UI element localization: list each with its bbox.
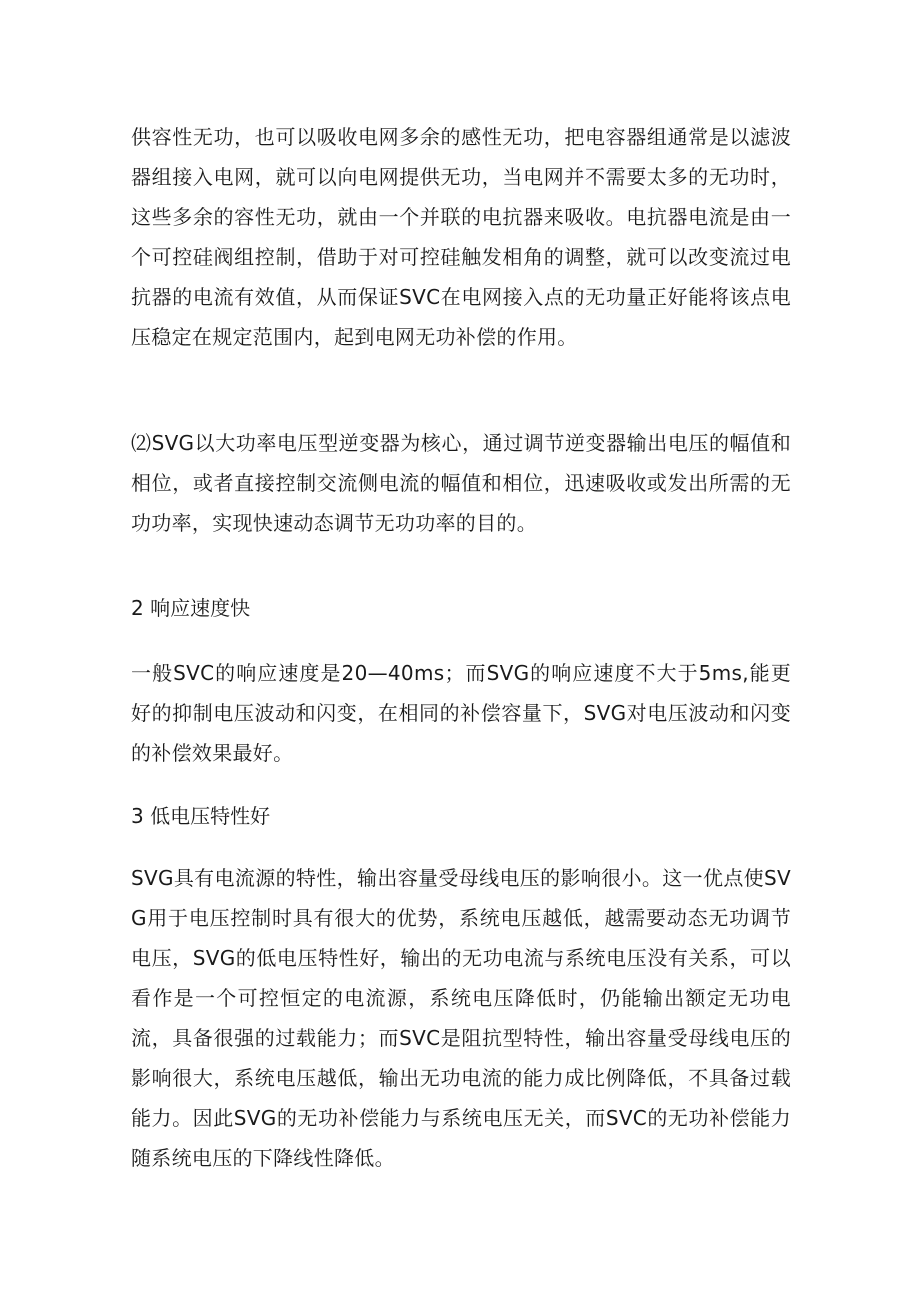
- paragraph-low-voltage: SVG具有电流源的特性，输出容量受母线电压的影响很小。这一优点使SVG用于电压控制时具有很大的优势，系统电压越低，越需要动态无功调节电压，SVG的低电压特性好，输出的无功电流与系统电压没有关系，可以看作是一个可控恒定的电流源，系统电压降低时，仍能输出额定无功电流，具备很强的过载能力；而SVC是阻抗型特性，输出容量受母线电压的影响很大，系统电压越低，输出无功电流的能力成比例降低，不具备过载能力。因此SVG的无功补偿能力与系统电压无关，而SVC的无功补偿能力随系统电压的下降线性降低。: [131, 866, 791, 1170]
- section-heading-response-speed: 2 响应速度快: [131, 596, 251, 620]
- paragraph-svc-operation: 供容性无功，也可以吸收电网多余的感性无功，把电容器组通常是以滤波器组接入电网，就可以向电网提供无功，当电网并不需要太多的无功时，这些多余的容性无功，就由一个并联的电抗器来吸收。电抗器电流是由一个可控硅阀组控制，借助于对可控硅触发相角的调整，就可以改变流过电抗器的电流有效值，从而保证SVC在电网接入点的无功量正好能将该点电压稳定在规定范围内，起到电网无功补偿的作用。: [131, 125, 791, 349]
- paragraph-response-speed: 一般SVC的响应速度是20—40ms；而SVG的响应速度不大于5ms,能更好的抑制电压波动和闪变，在相同的补偿容量下，SVG对电压波动和闪变的补偿效果最好。: [131, 661, 791, 765]
- section-heading-low-voltage: 3 低电压特性好: [131, 804, 271, 828]
- paragraph-svg-principle: ⑵SVG以大功率电压型逆变器为核心，通过调节逆变器输出电压的幅值和相位，或者直接控制交流侧电流的幅值和相位，迅速吸收或发出所需的无功功率，实现快速动态调节无功功率的目的。: [131, 431, 791, 535]
